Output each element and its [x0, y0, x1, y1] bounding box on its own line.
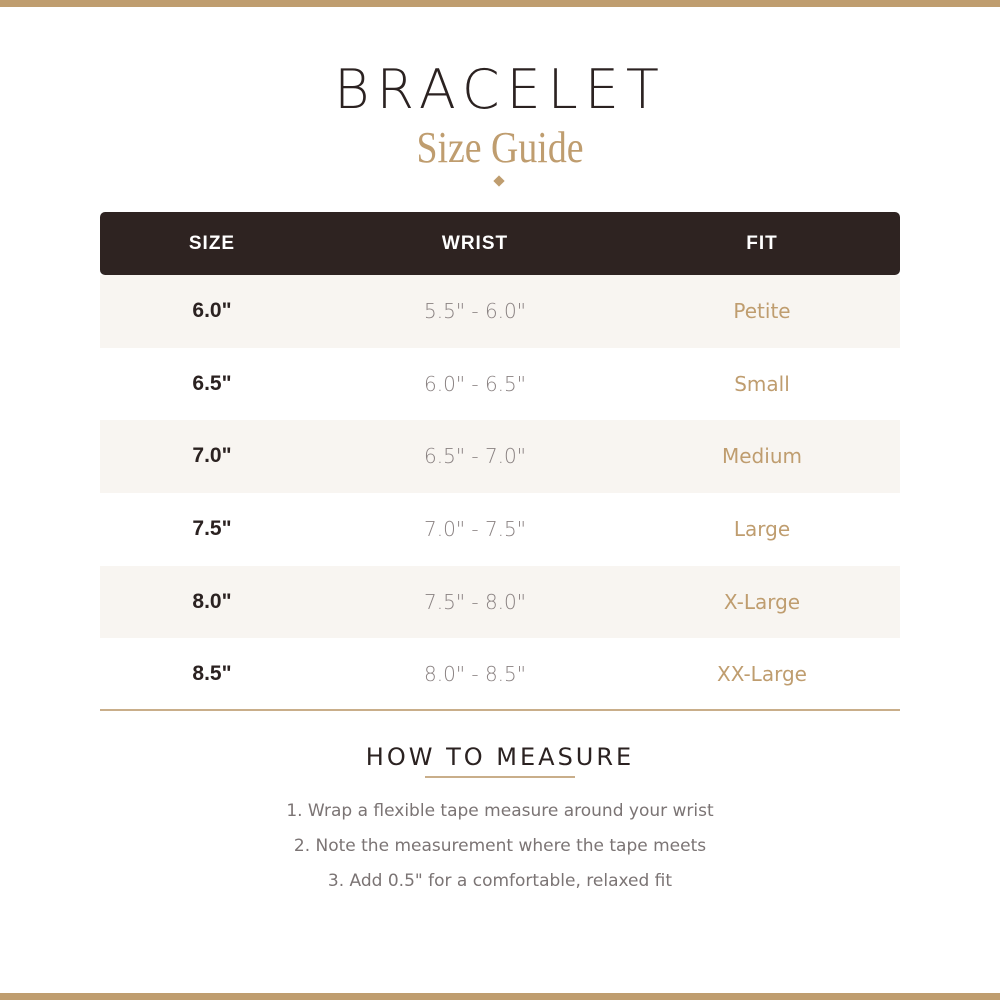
fit-cell: Large — [733, 517, 791, 542]
column-header-size: SIZE — [188, 233, 236, 254]
bottom-border — [0, 993, 1000, 1000]
heading-underline — [425, 776, 575, 778]
fit-cell: Medium — [722, 444, 802, 469]
column-header-fit: FIT — [746, 233, 778, 254]
wrist-cell: 6.5" - 7.0" — [424, 444, 526, 469]
fit-cell: Petite — [733, 299, 791, 323]
measure-step: 1. Wrap a flexible tape measure around your wrist — [286, 801, 714, 821]
size-cell: 7.5" — [192, 517, 232, 541]
wrist-cell: 7.5" - 8.0" — [424, 589, 526, 614]
fit-cell: Small — [734, 371, 790, 396]
size-cell: 6.5" — [192, 371, 232, 395]
diamond-icon — [493, 175, 504, 186]
table-row — [100, 275, 900, 348]
size-cell: 8.5" — [192, 662, 232, 686]
measure-step: 3. Add 0.5" for a comfortable, relaxed fit — [327, 871, 673, 891]
measure-step: 2. Note the measurement where the tape meets — [293, 836, 707, 856]
size-cell: 8.0" — [192, 589, 232, 613]
table-row — [100, 493, 900, 566]
measure-steps-list — [0, 796, 1000, 901]
wrist-cell: 6.0" - 6.5" — [424, 371, 526, 396]
fit-cell: X-Large — [723, 589, 801, 614]
how-to-measure-heading: HOW TO MEASURE — [365, 743, 635, 771]
column-header-wrist: WRIST — [441, 233, 509, 254]
table-row — [100, 420, 900, 493]
size-cell: 7.0" — [192, 444, 232, 468]
fit-cell: XX-Large — [717, 662, 807, 687]
page-subtitle: Size Guide — [416, 123, 584, 172]
table-bottom-divider — [100, 709, 900, 711]
table-row — [100, 566, 900, 639]
wrist-cell: 8.0" - 8.5" — [424, 662, 526, 687]
wrist-cell: 7.0" - 7.5" — [424, 517, 526, 542]
table-header — [100, 212, 900, 275]
table-row — [100, 348, 900, 421]
wrist-cell: 5.5" - 6.0" — [424, 299, 526, 323]
size-table — [100, 275, 900, 711]
top-border — [0, 0, 1000, 7]
size-cell: 6.0" — [192, 299, 232, 322]
page-title: BRACELET — [334, 58, 666, 121]
table-row — [100, 638, 900, 711]
